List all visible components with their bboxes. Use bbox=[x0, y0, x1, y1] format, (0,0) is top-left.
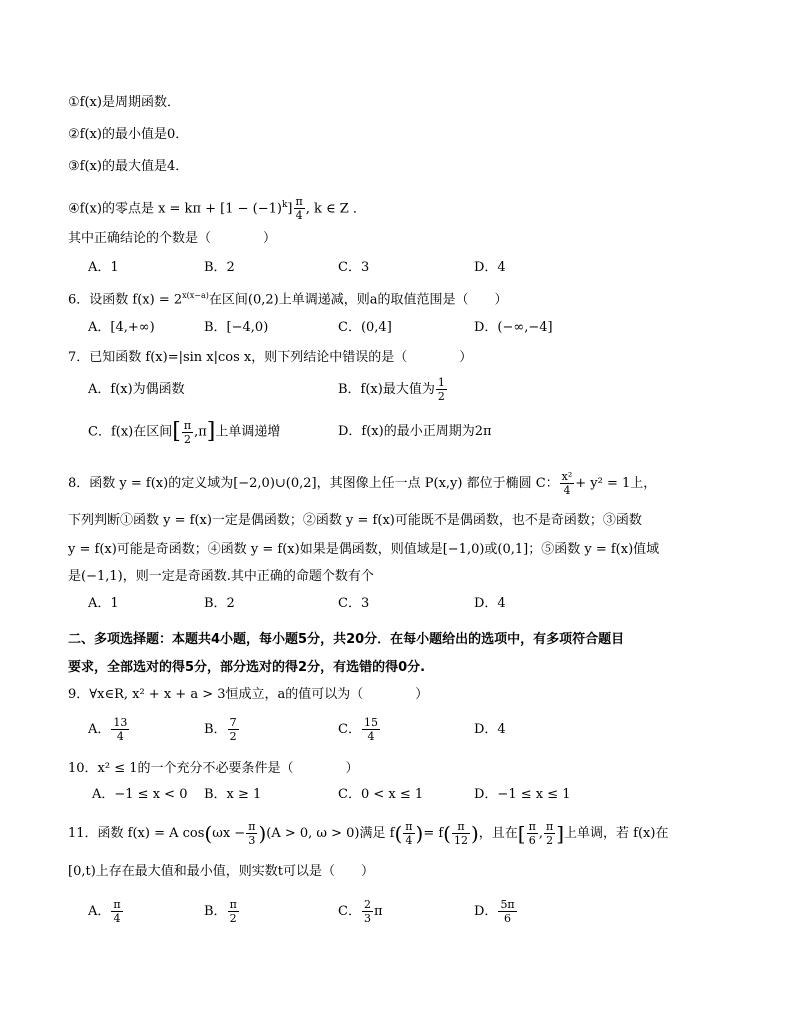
q5-option-d: D．4 bbox=[474, 260, 506, 275]
q5-options bbox=[88, 257, 748, 279]
q6-option-d: D．(−∞,−4] bbox=[474, 320, 553, 335]
q10-option-c: C．0 < x ≤ 1 bbox=[338, 787, 424, 802]
q8-option-b: B．2 bbox=[204, 596, 235, 611]
q9-option-d: D．4 bbox=[474, 722, 506, 737]
section-2-heading-line-1: 二、多项选择题：本题共4小题，每小题5分，共20分．在每小题给出的选项中，有多项符合题目 bbox=[68, 632, 625, 647]
q5-statement-1: ①f(x)是周期函数． bbox=[68, 95, 180, 110]
q5-statement-3: ③f(x)的最大值是4． bbox=[68, 159, 189, 174]
q8-line-1: 8．函数 y = f(x)的定义域为[−2,0)∪(0,2]，其图像上任一点 P(x,y) 都位于椭圆 C： $\frac{\text{x²}}{4}$ + y² = 1上， bbox=[68, 470, 657, 497]
q8-options bbox=[88, 593, 748, 615]
q6-option-c: C．(0,4] bbox=[338, 320, 392, 335]
q8-line-3: y = f(x)可能是奇函数；④函数 y = f(x)如果是偶函数，则值域是[−1,0)或(0,1]；⑤函数 y = f(x)值域 bbox=[68, 542, 660, 557]
q8-line-4: 是(−1,1)，则一定是奇函数.其中正确的命题个数有个 bbox=[68, 569, 374, 584]
q11-option-c: C． $\frac{2}{3}$ π bbox=[338, 898, 383, 925]
q5-statement-4: ④f(x)的零点是 $x = k\pi + [1 - (-1)^k]$ $\frac{\pi}{4}$ , k ∈ Z ． bbox=[68, 195, 366, 223]
q10-option-b: B．x ≥ 1 bbox=[204, 787, 262, 802]
q6-option-a: A．[4,+∞) bbox=[88, 320, 155, 335]
q5-ask: 其中正确结论的个数是（ ） bbox=[68, 231, 277, 246]
q6-stem: 6．设函数 $f(x) = 2^{x(x-a)}$在区间(0,2)上单调递减，则a的取值范围是（ ） bbox=[68, 291, 508, 308]
q7-option-d: D．f(x)的最小正周期为2π bbox=[338, 424, 492, 439]
q5-option-b: B．2 bbox=[204, 260, 235, 275]
q9-option-c: C． $\frac{15}{4}$ bbox=[338, 716, 378, 743]
q8-line-2: 下列判断①函数 y = f(x)一定是偶函数；②函数 y = f(x)可能既不是偶函数，也不是奇函数；③函数 bbox=[68, 513, 642, 528]
q7-option-c: C．f(x)在区间[ $\frac{\pi}{2}$ ,π]上单调递增 bbox=[88, 418, 281, 446]
q6-options bbox=[88, 317, 748, 339]
q10-stem: 10．x² ≤ 1的一个充分不必要条件是（ ） bbox=[68, 761, 359, 776]
q11-option-b: B． $\frac{\pi}{2}$ bbox=[204, 898, 237, 925]
q10-options bbox=[88, 784, 748, 806]
q9-options bbox=[88, 708, 748, 752]
q11-option-a: A． $\frac{\pi}{4}$ bbox=[88, 898, 121, 925]
q7-options-row2 bbox=[88, 410, 748, 454]
q7-option-a: A．f(x)为偶函数 bbox=[88, 382, 185, 397]
q5-option-a: A．1 bbox=[88, 260, 119, 275]
q11-options bbox=[88, 890, 748, 934]
q10-option-d: D．−1 ≤ x ≤ 1 bbox=[474, 787, 571, 802]
q11-stem-line-1: 11．函数 f(x) = A cos(ωx − $\frac{\pi}{3}$ )(A > 0, ω > 0)满足 f( $\frac{\pi}{4}$ )= f( $\frac{\pi}{12}$ )，且在[ $\frac{\pi}{6}$ , $\frac{\pi}{2}$ ]上单调，若 f(x)在 bbox=[68, 820, 669, 847]
q10-option-a: A．−1 ≤ x < 0 bbox=[92, 787, 188, 802]
q7-option-b: B．f(x)最大值为 $\frac{1}{2}$ bbox=[338, 376, 445, 403]
section-2-heading-line-2: 要求，全部选对的得5分，部分选对的得2分，有选错的得0分. bbox=[68, 660, 426, 675]
q7-options-row1 bbox=[88, 368, 748, 412]
q5-option-c: C．3 bbox=[338, 260, 370, 275]
q5-statement-2: ②f(x)的最小值是0． bbox=[68, 127, 189, 142]
q7-stem: 7．已知函数 f(x)=|sin x|cos x，则下列结论中错误的是（ ） bbox=[68, 350, 473, 365]
q11-stem-line-2: [0,t)上存在最大值和最小值，则实数t可以是（ ） bbox=[68, 864, 374, 879]
q9-option-b: B． $\frac{7}{2}$ bbox=[204, 716, 237, 743]
q11-option-d: D． $\frac{5\pi}{6}$ bbox=[474, 898, 515, 925]
q8-option-a: A．1 bbox=[88, 596, 119, 611]
q5-fraction: $\frac{\pi}{4}$ bbox=[295, 195, 303, 223]
q9-option-a: A． $\frac{13}{4}$ bbox=[88, 716, 128, 743]
q8-option-d: D．4 bbox=[474, 596, 506, 611]
q9-stem: 9．∀x∈R, x² + x + a > 3恒成立，a的值可以为（ ） bbox=[68, 687, 429, 702]
q6-option-b: B．[−4,0) bbox=[204, 320, 269, 335]
q8-option-c: C．3 bbox=[338, 596, 370, 611]
